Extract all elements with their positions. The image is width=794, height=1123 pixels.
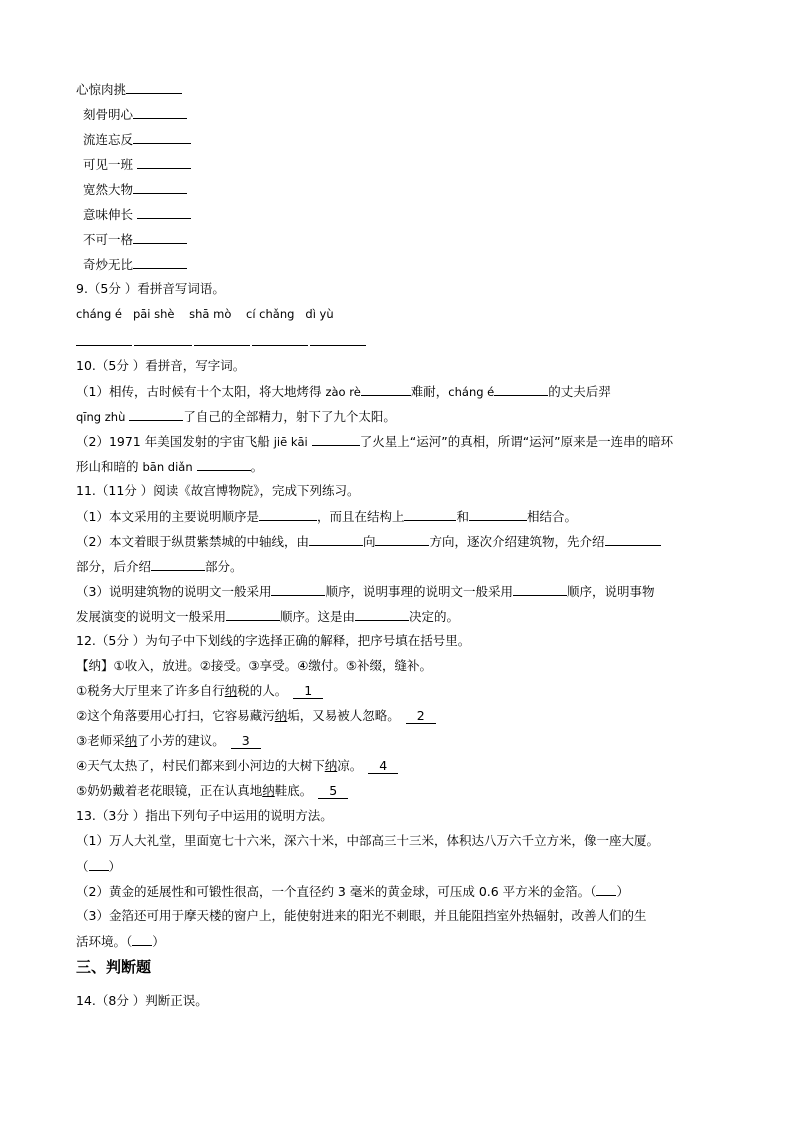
text: ①税务大厅里来了许多自行	[76, 683, 225, 698]
text: 了火星上“运河”的真相，所谓“运河”原来是一连串的暗环	[359, 434, 674, 449]
text: 形山和暗的	[76, 459, 143, 474]
pinyin: cháng é	[76, 307, 122, 321]
text: （2）本文着眼于纵贯紫禁城的中轴线，由	[76, 534, 309, 549]
question-9-pinyin-row	[76, 305, 334, 323]
answer-blank[interactable]	[137, 205, 191, 219]
answer-blank[interactable]	[89, 857, 109, 871]
question-13-line: （1）万人大礼堂，里面宽七十六米，深六十米，中部高三十三米，体积达八万六千立方米，像一座大厦。	[76, 833, 659, 848]
idiom-row	[76, 80, 182, 99]
question-10-line	[76, 432, 673, 451]
idiom-row	[83, 180, 187, 199]
text: （2）黄金的延展性和可锻性很高，一个直径约 3 毫米的黄金球，可压成 0.6 平方米的金箔。（	[76, 884, 597, 899]
text: 顺序，说明事理的说明文一般采用	[325, 584, 513, 599]
text: 了小芳的建议。	[137, 733, 225, 748]
answer-blank[interactable]	[126, 80, 182, 94]
question-13-line	[76, 932, 165, 951]
idiom-row	[83, 230, 187, 249]
idiom-text: 奇炒无比	[83, 257, 134, 272]
text: 相结合。	[527, 509, 578, 524]
question-12-stem: 12.（5分 ）为句子中下划线的字选择正确的解释，把序号填在括号里。	[76, 633, 471, 648]
pinyin: cí chǎng	[246, 307, 295, 321]
answer-blank[interactable]	[355, 607, 409, 621]
question-12-item	[76, 782, 348, 800]
question-13-line: （3）金箔还可用于摩天楼的窗户上，能使射进来的阳光不刺眼，并且能阻挡室外热辐射，改善人们的生	[76, 908, 647, 923]
question-12-definition: 【纳】①收入，放进。②接受。③享受。④缴付。⑤补缀，缝补。	[76, 658, 433, 673]
text: 鞋底。	[274, 783, 313, 798]
idiom-text: 可见一班	[83, 157, 134, 172]
text: （2）1971 年美国发射的宇宙飞船	[76, 434, 274, 449]
text: 向	[362, 534, 376, 549]
question-12-item	[76, 732, 261, 750]
idiom-row	[83, 105, 187, 124]
question-13-stem: 13.（3分 ）指出下列句子中运用的说明方法。	[76, 808, 333, 823]
pinyin: dì yù	[305, 307, 334, 321]
pinyin: jiē kāi	[273, 435, 308, 449]
answer-blank[interactable]	[310, 332, 366, 346]
question-12-item	[76, 707, 436, 725]
underlined-char: 纳	[224, 683, 238, 698]
idiom-text: 意味伸长	[83, 207, 134, 222]
idiom-text: 刻骨明心	[83, 107, 134, 122]
text: ④天气太热了，村民们都来到小河边的大树下	[76, 758, 325, 773]
answer-blank[interactable]	[137, 155, 191, 169]
text: 顺序。这是由	[280, 609, 356, 624]
idiom-row	[83, 205, 191, 224]
pinyin: qīng zhù	[76, 410, 126, 424]
question-11-line	[76, 532, 661, 551]
answer-blank[interactable]	[404, 507, 456, 521]
question-12-item	[76, 757, 398, 775]
answer-blank[interactable]	[134, 332, 192, 346]
text: 方向，逐次介绍建筑物，先介绍	[429, 534, 605, 549]
answer-blank[interactable]	[309, 532, 363, 546]
answer-blank[interactable]	[605, 532, 661, 546]
answer-blank[interactable]	[469, 507, 527, 521]
idiom-text: 宽然大物	[83, 182, 134, 197]
answer-blank[interactable]	[252, 332, 308, 346]
question-11-stem: 11.（11分 ）阅读《故宫博物院》，完成下列练习。	[76, 483, 360, 498]
pinyin: pāi shè	[132, 307, 175, 321]
question-9-stem: 9.（5分 ）看拼音写词语。	[76, 281, 225, 296]
answer-blank[interactable]	[596, 882, 616, 896]
answer-blank[interactable]	[133, 180, 187, 194]
text: 顺序，说明事物	[566, 584, 655, 599]
idiom-row	[83, 155, 191, 174]
text: （1）相传，古时候有十个太阳，将大地烤得	[76, 384, 326, 399]
text: 。	[250, 459, 264, 474]
question-10-line	[76, 382, 611, 401]
text: ）	[152, 934, 165, 949]
answer-blank[interactable]	[151, 557, 205, 571]
underlined-char: 纳	[274, 708, 288, 723]
answer-blank[interactable]	[132, 932, 152, 946]
answer-blank[interactable]	[226, 607, 280, 621]
text: （1）本文采用的主要说明顺序是	[76, 509, 259, 524]
answer-blank[interactable]	[129, 407, 183, 421]
underlined-char: 纳	[124, 733, 138, 748]
answer-blank[interactable]	[133, 230, 187, 244]
question-10-line	[76, 457, 263, 476]
answer-blank[interactable]	[197, 457, 251, 471]
idiom-text: 流连忘反	[83, 132, 134, 147]
question-11-line	[76, 507, 577, 526]
question-10-stem: 10.（5分 ）看拼音，写字词。	[76, 358, 246, 373]
text: （	[76, 859, 89, 874]
answer-blank[interactable]	[361, 382, 411, 396]
answer-blank[interactable]	[375, 532, 429, 546]
answer-blank[interactable]	[133, 130, 191, 144]
question-11-line	[76, 607, 459, 626]
question-10-line	[76, 407, 396, 426]
text: ③老师采	[76, 733, 125, 748]
question-11-line	[76, 582, 655, 601]
answer-blank[interactable]	[133, 255, 187, 269]
underlined-char: 纳	[324, 758, 338, 773]
answer-blank[interactable]: 4	[368, 759, 398, 774]
text: 活环境。（	[76, 934, 133, 949]
answer-blank[interactable]: 1	[293, 684, 323, 699]
answer-blank[interactable]	[259, 507, 317, 521]
answer-blank[interactable]	[513, 582, 567, 596]
text: ）	[616, 884, 629, 899]
answer-blank[interactable]	[76, 332, 132, 346]
question-13-line	[76, 882, 629, 901]
question-12-item	[76, 682, 323, 700]
answer-blank[interactable]	[271, 582, 325, 596]
question-14-stem: 14.（8分 ）判断正误。	[76, 993, 208, 1008]
pinyin: cháng é	[448, 385, 495, 399]
question-13-line	[76, 857, 121, 876]
question-9-blanks	[76, 332, 366, 351]
section-heading: 三、判断题	[76, 958, 152, 976]
answer-blank[interactable]	[133, 105, 187, 119]
underlined-char: 纳	[262, 783, 275, 798]
pinyin: shā mò	[189, 307, 232, 321]
text: 部分，后介绍	[76, 559, 152, 574]
answer-blank[interactable]: 3	[231, 734, 261, 749]
pinyin: bān diǎn	[142, 460, 193, 474]
answer-blank[interactable]: 2	[406, 709, 436, 724]
idiom-row	[83, 255, 187, 274]
text: （3）说明建筑物的说明文一般采用	[76, 584, 272, 599]
text: 难耐，	[410, 384, 449, 399]
idiom-text: 不可一格	[83, 232, 134, 247]
idiom-row	[83, 130, 191, 149]
pinyin: zào rè	[325, 385, 361, 399]
text: 了自己的全部精力，射下了九个太阳。	[183, 409, 396, 424]
answer-blank[interactable]	[194, 332, 250, 346]
idiom-text: 心惊肉挑	[76, 82, 127, 97]
text: 发展演变的说明文一般采用	[76, 609, 227, 624]
text: 部分。	[205, 559, 243, 574]
text: ，而且在结构上	[316, 509, 405, 524]
answer-blank[interactable]	[312, 432, 360, 446]
text: 的丈夫后羿	[548, 384, 611, 399]
answer-blank[interactable]	[494, 382, 548, 396]
text: 决定的。	[409, 609, 460, 624]
text: ⑤奶奶戴着老花眼镜，正在认真地	[76, 783, 263, 798]
text: 和	[456, 509, 469, 524]
text: 税的人。	[237, 683, 288, 698]
question-11-line	[76, 557, 243, 576]
text: 垢，又易被人忽略。	[287, 708, 400, 723]
text: 凉。	[337, 758, 363, 773]
text: ）	[108, 859, 122, 874]
text: ②这个角落要用心打扫，它容易藏污	[76, 708, 275, 723]
answer-blank[interactable]: 5	[318, 784, 348, 799]
